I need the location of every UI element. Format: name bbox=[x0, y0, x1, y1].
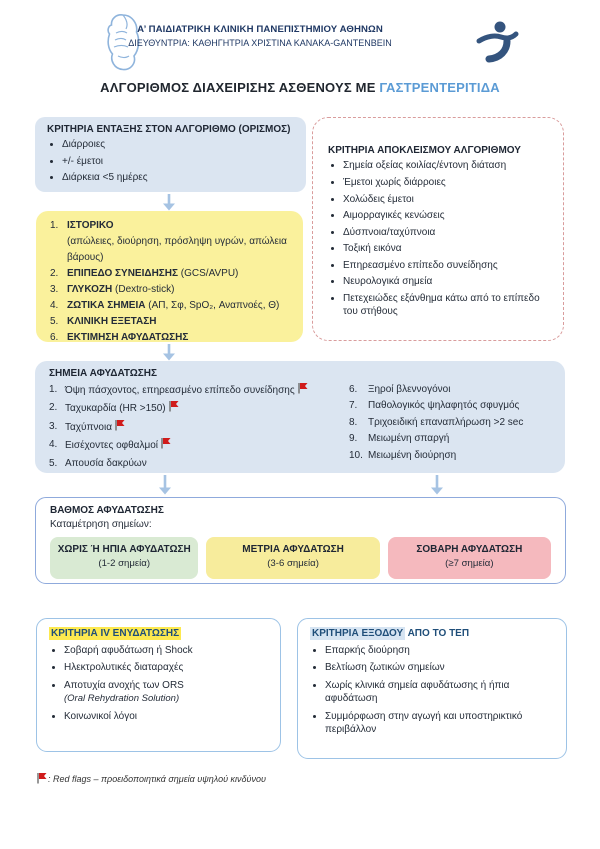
signs-title: ΣΗΜΕΙΑ ΑΦΥΔΑΤΩΣΗΣ bbox=[49, 368, 158, 379]
step-label: ΕΠΙΠΕΔΟ ΣΥΝΕΙΔΗΣΗΣ bbox=[67, 268, 179, 279]
child-figure-logo bbox=[467, 15, 525, 71]
iv-criteria-list bbox=[49, 644, 268, 724]
dehydration-signs-box bbox=[35, 361, 565, 473]
step-number: 2. bbox=[50, 268, 59, 279]
legend-text: : Red flags – προειδοποιητικά σημεία υψηλού κινδύνου bbox=[48, 774, 266, 784]
bullet-item: • Σοβαρή αφυδάτωση ή Shock bbox=[64, 644, 268, 657]
step-text bbox=[67, 218, 293, 266]
step-text bbox=[67, 314, 293, 330]
bullet-item: • Ηλεκτρολυτικές διαταραχές bbox=[64, 661, 268, 674]
red-flag-icon bbox=[297, 382, 308, 400]
step-text: ΕΠΙΠΕΔΟ ΣΥΝΕΙΔΗΣΗΣ (GCS/AVPU) bbox=[67, 268, 239, 279]
step-text bbox=[67, 330, 293, 346]
bullet-item: • Επαρκής διούρηση bbox=[325, 644, 554, 657]
step-number: 3. bbox=[50, 284, 59, 295]
dehydration-degree-box bbox=[35, 497, 566, 584]
exclusion-criteria-box bbox=[312, 117, 564, 341]
step-text: ΓΛΥΚΟΖΗ (Dextro-stick) bbox=[67, 284, 175, 295]
red-flag-icon bbox=[168, 400, 179, 418]
sign-item: 1. Όψη πάσχοντος, επηρεασμένο επίπεδο συνείδησης bbox=[49, 382, 349, 400]
step-number: 4. bbox=[50, 300, 59, 311]
bullet-item: • Αιμορραγικές κενώσεις bbox=[343, 209, 550, 222]
bullet-item: • Διάρκεια <5 ημέρες bbox=[62, 171, 294, 184]
bullet-item: • +/- έμετοι bbox=[62, 155, 294, 168]
bullet-item: • Συμμόρφωση στην αγωγή και υποστηρικτικό περιβάλλον bbox=[325, 710, 554, 736]
bullet-item: • Χωρίς κλινικά σημεία αφυδάτωσης ή ήπια αφυδάτωση bbox=[325, 679, 554, 705]
step-text: ΖΩΤΙΚΑ ΣΗΜΕΙΑ (ΑΠ, Σφ, SpO₂, Αναπνοές, Θ) bbox=[67, 300, 280, 311]
clinic-director-line: ΔΙΕΥΘΥΝΤΡΙΑ: ΚΑΘΗΓΗΤΡΙΑ ΧΡΙΣΤΙΝΑ ΚΑΝΑΚΑ-GANTENBEIN bbox=[128, 38, 392, 48]
flow-arrow-down-icon bbox=[158, 475, 172, 498]
page-title-highlight: ΓΑΣΤΡΕΝΤΕΡΙΤΙΔΑ bbox=[379, 80, 500, 95]
step-number: 6. bbox=[50, 332, 59, 343]
bullet-item: • Δύσπνοια/ταχύπνοια bbox=[343, 226, 550, 239]
step-number: 5. bbox=[50, 316, 59, 327]
step-label: ΚΛΙΝΙΚΗ ΕΞΕΤΑΣΗ bbox=[67, 316, 157, 327]
degree-level-mild: ΧΩΡΙΣ Ή ΗΠΙΑ ΑΦΥΔΑΤΩΣΗ (1-2 σημεία) bbox=[50, 537, 198, 579]
degree-level-severe: ΣΟΒΑΡΗ ΑΦΥΔΑΤΩΣΗ (≥7 σημεία) bbox=[388, 537, 551, 579]
sign-item: 10. Μειωμένη διούρηση bbox=[349, 449, 457, 461]
bullet-item: • Αποτυχία ανοχής των ORS (Oral Rehydration Solution) bbox=[64, 679, 268, 706]
step-item bbox=[50, 298, 293, 314]
bullet-item: • Νευρολογικά σημεία bbox=[343, 275, 550, 288]
bullet-item: • Πετεχειώδες εξάνθημα κάτω από το επίπεδο του στήθους bbox=[343, 292, 550, 318]
flow-arrow-down-icon bbox=[430, 475, 444, 498]
step-item bbox=[50, 266, 293, 282]
iv-criteria-box bbox=[36, 618, 281, 752]
sign-item: 5. Απουσία δακρύων bbox=[49, 457, 147, 469]
degree-subtitle: Καταμέτρηση σημείων: bbox=[50, 519, 152, 530]
signs-column-left bbox=[49, 382, 349, 472]
red-flag-legend bbox=[36, 772, 266, 786]
sign-item: 9. Μειωμένη σπαργή bbox=[349, 433, 450, 445]
bullet-item: • Βελτίωση ζωτικών σημείων bbox=[325, 661, 554, 674]
signs-columns bbox=[49, 382, 553, 472]
bullet-item: • Σημεία οξείας κοιλίας/έντονη διάταση bbox=[343, 159, 550, 172]
sign-item: 6. Ξηροί βλεννογόνοι bbox=[349, 384, 451, 395]
inclusion-criteria-box bbox=[35, 117, 306, 192]
degree-title: ΒΑΘΜΟΣ ΑΦΥΔΑΤΩΣΗΣ bbox=[50, 505, 164, 516]
bullet-item: • Χολώδεις έμετοι bbox=[343, 193, 550, 206]
red-flag-icon bbox=[36, 772, 47, 786]
bullet-item: • Τοξική εικόνα bbox=[343, 242, 550, 255]
bullet-item: • Διάρροιες bbox=[62, 138, 294, 151]
step-item bbox=[50, 314, 293, 330]
discharge-criteria-box bbox=[297, 618, 567, 759]
red-flag-icon bbox=[114, 419, 125, 437]
degree-level-moderate: ΜΕΤΡΙΑ ΑΦΥΔΑΤΩΣΗ (3-6 σημεία) bbox=[206, 537, 379, 579]
inclusion-list bbox=[47, 138, 294, 184]
sign-item: 2. Ταχυκαρδία (HR >150) bbox=[49, 400, 349, 418]
sign-item: 3. Ταχύπνοια bbox=[49, 419, 349, 437]
ors-subnote: (Oral Rehydration Solution) bbox=[64, 693, 180, 705]
sign-item: 8. Τριχοειδική επαναπλήρωση >2 sec bbox=[349, 416, 524, 428]
signs-column-right bbox=[349, 382, 553, 472]
page-title bbox=[0, 80, 600, 95]
iv-title-highlight: ΚΡΙΤΗΡΙΑ IV ΕΝΥΔΑΤΩΣΗΣ bbox=[51, 628, 180, 639]
step-item bbox=[50, 218, 293, 266]
sign-item: 4. Εισέχοντες οφθαλμοί bbox=[49, 437, 349, 455]
bullet-item: • Κοινωνικοί λόγοι bbox=[64, 710, 268, 723]
sign-item: 7. Παθολογικός ψηλαφητός σφυγμός bbox=[349, 400, 520, 412]
bullet-item: • Έμετοι χωρίς διάρροιες bbox=[343, 176, 550, 189]
discharge-title-highlight: ΚΡΙΤΗΡΙΑ ΕΞΟΔΟΥ bbox=[312, 628, 404, 639]
degree-levels-row bbox=[50, 537, 551, 579]
discharge-title-rest: ΑΠΟ ΤΟ ΤΕΠ bbox=[407, 628, 470, 639]
step-label: ΖΩΤΙΚΑ ΣΗΜΕΙΑ bbox=[67, 300, 146, 311]
red-flag-icon bbox=[160, 437, 171, 455]
step-label: ΓΛΥΚΟΖΗ bbox=[67, 284, 113, 295]
clinic-header bbox=[118, 24, 402, 48]
discharge-criteria-title bbox=[310, 628, 554, 639]
step-number: 1. bbox=[50, 220, 59, 231]
page-title-main: ΑΛΓΟΡΙΘΜΟΣ ΔΙΑΧΕΙΡΙΣΗΣ ΑΣΘΕΝΟΥΣ ΜΕ bbox=[100, 80, 376, 95]
exclusion-list bbox=[328, 159, 550, 318]
discharge-criteria-list bbox=[310, 644, 554, 737]
clinic-name: Α’ ΠΑΙΔΙΑΤΡΙΚΗ ΚΛΙΝΙΚΗ ΠΑΝΕΠΙΣΤΗΜΙΟΥ ΑΘΗΝΩΝ bbox=[137, 24, 383, 35]
step-label: ΙΣΤΟΡΙΚΟ bbox=[67, 220, 114, 231]
iv-criteria-title bbox=[49, 628, 268, 639]
assessment-steps-box bbox=[36, 211, 303, 342]
exclusion-title: ΚΡΙΤΗΡΙΑ ΑΠΟΚΛΕΙΣΜΟΥ ΑΛΓΟΡΙΘΜΟΥ bbox=[328, 145, 521, 156]
inclusion-title: ΚΡΙΤΗΡΙΑ ΕΝΤΑΞΗΣ ΣΤΟΝ ΑΛΓΟΡΙΘΜΟ (ΟΡΙΣΜΟΣ) bbox=[47, 124, 291, 135]
bullet-item: • Επηρεασμένο επίπεδο συνείδησης bbox=[343, 259, 550, 272]
step-label: ΕΚΤΙΜΗΣΗ ΑΦΥΔΑΤΩΣΗΣ bbox=[67, 332, 189, 343]
step-subnote: (απώλειες, διούρηση, πρόσληψη υγρών, απώλεια βάρους) bbox=[67, 236, 287, 263]
step-item bbox=[50, 282, 293, 298]
